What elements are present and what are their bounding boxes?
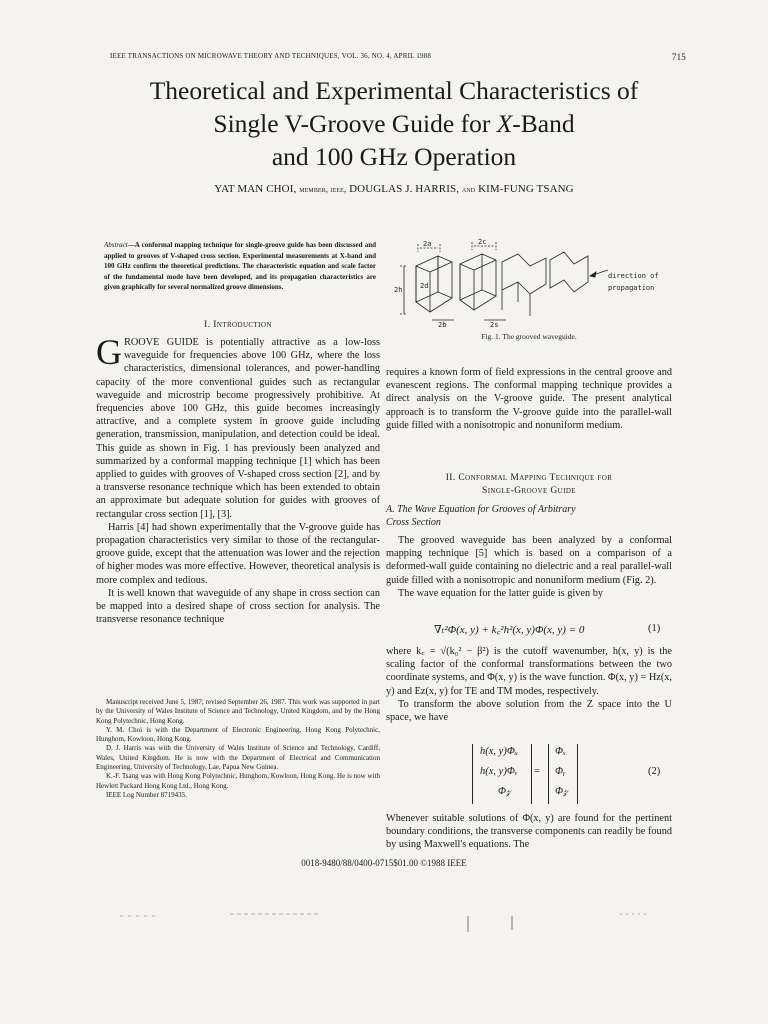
figure-1-caption: Fig. 1. The grooved waveguide.	[481, 332, 577, 341]
equation-2: h(x, y)Φᵤ h(x, y)Φᵥ Φ𝓏 = Φₓ Φᵧ Φ𝓏	[472, 744, 582, 804]
running-head	[110, 52, 686, 62]
right-paragraph-2: The grooved waveguide has been analyzed by a conformal mapping technique [5] which is based on a comparison of a deformed-wall guide containing no dielectric and a real parallel-wall guide filled with a nonisotropic and nonuniform medium (Fig. 2).	[386, 535, 672, 586]
paper-title	[60, 74, 728, 173]
eq2-left-3: Φ𝓏	[498, 786, 511, 797]
footnote-manuscript: Manuscript received June 5, 1987; revised September 26, 1987. This work was supported in part by the University of Wales Institute of Science and Technology, United Kingdom, and by the Hong Kong Polytechnic, Hong Kong.	[96, 698, 380, 725]
title-line-3: and 100 GHz Operation	[271, 142, 517, 171]
eq2-right-2: Φᵧ	[555, 766, 566, 777]
footnote-tsang: K.-F. Tsang was with Hong Kong Polytechnic, Hunghom, Kowloon, Hong Kong. He is now with Hewlett Packard Hong Kong Ltd., Hong Kong.	[96, 772, 380, 790]
figure-1-grooved-waveguide	[390, 236, 670, 328]
equation-1: ∇ₜ²Φ(x, y) + k꜀²h²(x, y)Φ(x, y) = 0	[434, 624, 585, 636]
footnotes	[96, 698, 380, 800]
subsection-a-heading: A. The Wave Equation for Grooves of Arbitrary Cross Section	[386, 504, 576, 528]
right-column-intro	[386, 366, 672, 432]
right-paragraph-3: The wave equation for the latter guide is given by	[398, 587, 604, 599]
label-2a: 2a	[423, 240, 432, 248]
label-2s: 2s	[490, 321, 499, 328]
right-paragraph-1: requires a known form of field expressions in the central groove and evanescent regions. The conformal mapping technique provides a direct analysis on the V-groove guide. The present analytical approach is to transform the V-groove guide into the parallel-wall guide filled with a nonisotropic and nonuniform medium.	[386, 367, 672, 431]
label-2h: 2h	[394, 286, 403, 294]
title-line-2: Single V-Groove Guide for X-Band	[213, 109, 575, 138]
equation-2-number: (2)	[648, 766, 661, 777]
label-2d: 2d	[420, 282, 429, 290]
eq2-right-3: Φ𝓏	[555, 786, 568, 797]
right-paragraph-5: To transform the above solution from the Z space into the U space, we have	[386, 698, 672, 724]
eq2-left-1: h(x, y)Φᵤ	[480, 746, 518, 757]
abstract	[104, 240, 376, 293]
section-2-heading: II. Conformal Mapping Technique for Single-Groove Guide	[445, 473, 613, 496]
eq2-right-1: Φₓ	[555, 746, 566, 757]
right-column-body	[386, 534, 672, 600]
author-list: YAT MAN CHOI, member, ieee, DOUGLAS J. HARRIS, and KIM-FUNG TSANG	[214, 183, 574, 195]
right-column-body-3	[386, 812, 672, 852]
scan-artifacts	[120, 906, 660, 936]
abstract-label: Abstract	[104, 241, 128, 249]
left-column	[96, 332, 380, 626]
label-2c: 2c	[478, 238, 487, 246]
intro-paragraph-2: Harris [4] had shown experimentally that the V-groove guide has propagation characteristics very similar to those of the rectangular-groove guide, except that the attenuation was lower and the rejection of higher modes was more effective. However, theoretical analysis is more complex and tedious.	[96, 521, 380, 586]
footnote-choi: Y. M. Choi is with the Department of Electronic Engineering, Hong Kong Polytechnic, Hunghom, Kowloon, Hong Kong.	[96, 725, 380, 744]
equation-1-number: (1)	[648, 623, 661, 634]
right-column-body-2	[386, 645, 672, 724]
footnote-log-number: IEEE Log Number 8719435.	[106, 790, 187, 799]
footnote-harris: D. J. Harris was with the University of Wales Institute of Science and Technology, Cardiff, Wales, United Kingdom. He is now with the Department of Electrical and Communication Engineering, University of Technology, Lae, Papua New Guinea.	[96, 744, 380, 772]
label-2b: 2b	[438, 321, 447, 328]
journal-header: IEEE TRANSACTIONS ON MICROWAVE THEORY AND TECHNIQUES, VOL. 36, NO. 4, APRIL 1988	[110, 52, 432, 60]
label-direction-1: direction of	[608, 272, 659, 280]
title-line-1: Theoretical and Experimental Characteristics of	[149, 76, 639, 105]
eq2-left-2: h(x, y)Φᵥ	[480, 766, 518, 777]
intro-paragraph-1: GROOVE GUIDE is potentially attractive as a low-loss waveguide for frequencies above 100 GHz, where the loss characteristics, dimensional tolerances, and power-handling capacity of the more conventional guides such as rectangular waveguide and microstrip become progressively prohibitive. At frequencies above 100 GHz, this guide becomes increasingly attractive, and a complete system in groove guide including generation, transmission, manipulation, and detection could be ideal. This guide as shown in Fig. 1 has previously been analyzed and summarized by a conformal mapping technique [1] which has been applied to guides with grooves of V-shaped cross section [2], and by a transverse resonance technique which has been extended to obtain an approximate but adequate solution for guides with grooves of rectangular cross section [1], [3].	[96, 332, 380, 520]
intro-paragraph-3: It is well known that waveguide of any shape in cross section can be mapped into a desired shape of cross section for analysis. The transverse resonance technique	[96, 587, 380, 626]
abstract-body: —A conformal mapping technique for single-groove guide has been discussed and applied to grooves of V-shaped cross section. Experimental measurements at X-band and 100 GHz confirm the theoretical predictions. The characteristic equation and scale factor of the fundamental mode have been developed, and its propagation characteristics are given graphically for several normalized groove dimensions.	[104, 241, 376, 291]
page-number: 715	[671, 52, 686, 62]
right-paragraph-4: where k꜀ = √(k₀² − β²) is the cutoff wavenumber, h(x, y) is the scaling factor of the conformal transformations between the two coordinate systems, and Φ(x, y) is the wave function. Φ(x, y) = Hz(x, y) and Ez(x, y) for TE and TM modes, respectively.	[386, 646, 672, 697]
section-1-heading: I. Introduction	[204, 320, 272, 330]
right-paragraph-6: Whenever suitable solutions of Φ(x, y) are found for the pertinent boundary conditions, the transverse components can readily be found by using Maxwell's equations. The	[386, 813, 672, 851]
label-direction-2: propagation	[608, 284, 655, 292]
copyright-line: 0018-9480/88/0400-0715$01.00 ©1988 IEEE	[301, 858, 467, 868]
drop-cap: G	[96, 332, 122, 372]
